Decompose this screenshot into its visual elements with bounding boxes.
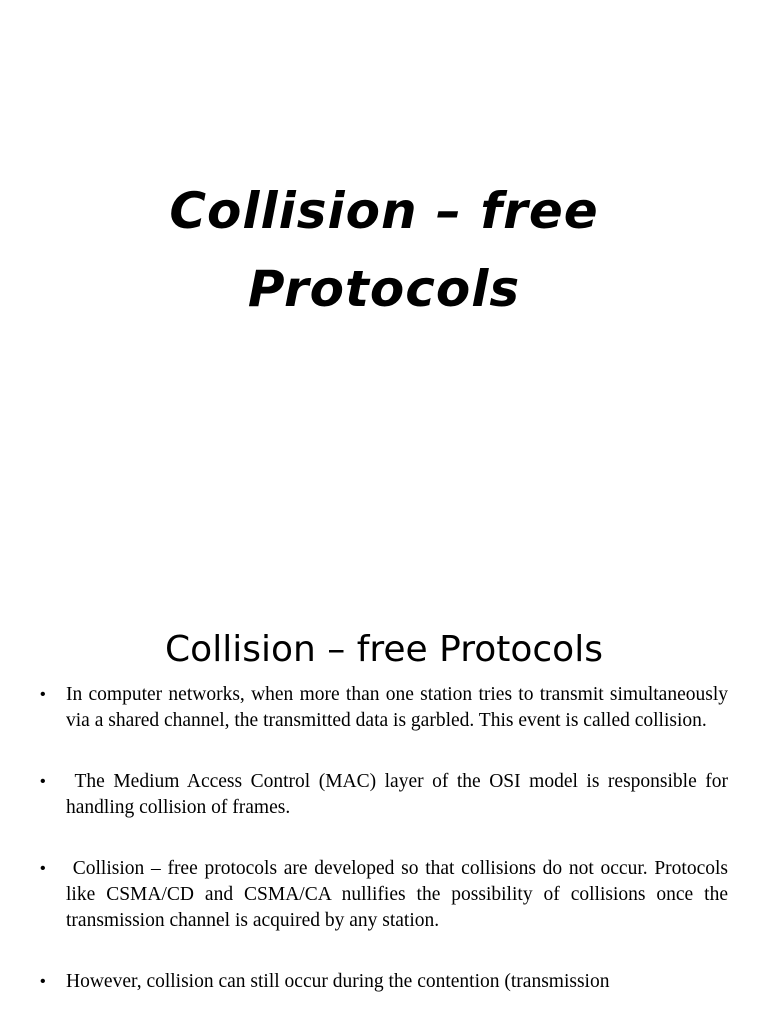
bullet-item-3 (40, 856, 733, 934)
bullet-marker: • (40, 860, 46, 877)
content-slide (0, 576, 768, 1024)
bullet-item-2 (40, 769, 733, 821)
bullet-marker: • (40, 686, 46, 703)
bullet-item-1 (40, 682, 728, 734)
title-line-2: Protocols (247, 260, 521, 318)
bullet-text: However, collision can still occur during the contention (transmission (66, 971, 610, 992)
title-line-1: Collision – free (169, 182, 599, 240)
content-slide-heading: Collision – free Protocols (165, 629, 603, 670)
bullet-text: The Medium Access Control (MAC) layer of the OSI model is responsible for handling collision of frames. (66, 771, 733, 818)
bullet-text: Collision – free protocols are developed so that collisions do not occur. Protocols like CSMA/CD and CSMA/CA nullifies the possibility of collisions once the transmission channel is acquired by any station. (66, 858, 733, 931)
bullet-list (40, 682, 733, 1024)
bullet-text: In computer networks, when more than one station tries to transmit simultaneously via a shared channel, the transmitted data is garbled. This event is called collision. (66, 684, 728, 731)
title-slide-heading (0, 172, 768, 328)
bullet-marker: • (40, 773, 46, 790)
bullet-item-4 (40, 969, 728, 995)
bullet-marker: • (40, 973, 46, 990)
